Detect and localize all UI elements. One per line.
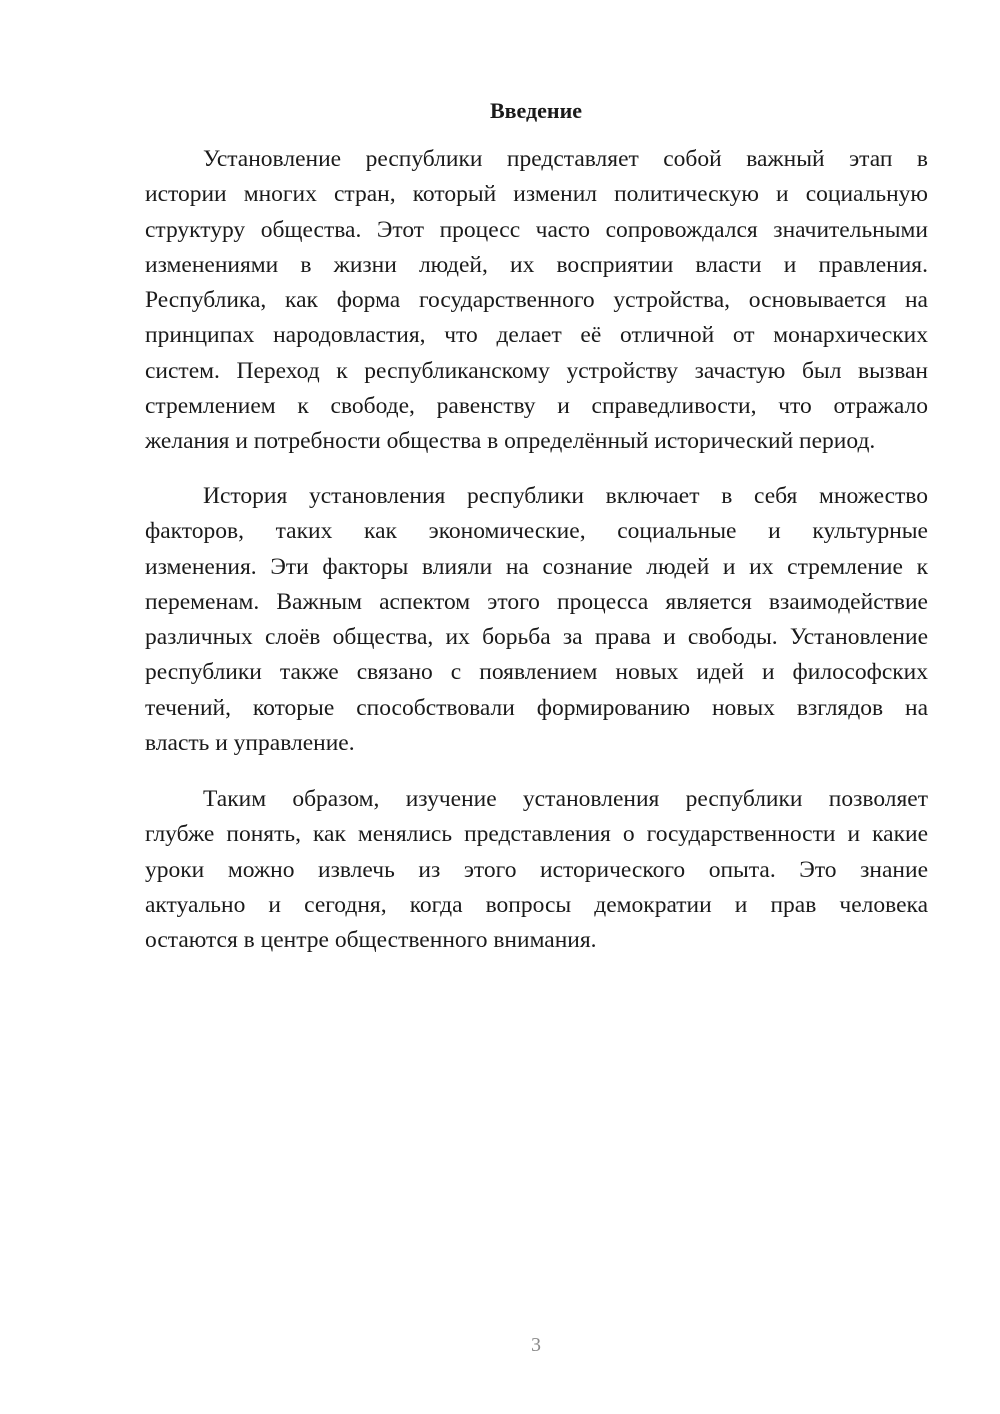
text-line: актуально и сегодня, когда вопросы демократии и прав человека [145,891,928,918]
text-line: течений, которые способствовали формированию новых взглядов на [145,694,928,721]
text-line: желания и потребности общества в определённый исторический период. [145,428,876,455]
text-line: История установления республики включает в себя множество [203,483,928,509]
text-line: истории многих стран, который изменил политическую и социальную [145,181,928,208]
paragraph-1 [145,142,928,460]
text-line: власть и управление. [145,730,355,757]
text-line: Таким образом, изучение установления республики позволяет [203,786,928,812]
text-line: уроки можно извлечь из этого исторического опыта. Это знание [145,856,928,883]
text-line: остаются в центре общественного внимания. [145,927,597,954]
text-line: изменения. Эти факторы влияли на сознание людей и их стремление к [145,553,928,580]
text-line: систем. Переход к республиканскому устройству зачастую был вызван [145,357,928,384]
section-title: Введение [489,98,583,123]
text-line: структуру общества. Этот процесс часто сопровождался значительными [145,216,928,243]
page-number: 3 [531,1334,541,1356]
text-line: изменениями в жизни людей, их восприятии власти и правления. [145,251,928,278]
text-line: различных слоёв общества, их борьба за права и свободы. Установление [145,624,928,651]
paragraph-2 [145,479,928,761]
text-line: принципах народовластия, что делает её отличной от монархических [145,322,928,349]
text-line: стремлением к свободе, равенству и справедливости, что отражало [145,393,928,420]
text-line: глубже понять, как менялись представления о государственности и какие [145,821,928,848]
paragraph-3 [145,782,928,958]
text-line: республики также связано с появлением новых идей и философских [145,659,928,686]
text-line: Республика, как форма государственного устройства, основывается на [145,287,928,314]
text-line: переменам. Важным аспектом этого процесса является взаимодействие [145,588,928,615]
text-line: Установление республики представляет собой важный этап в [203,146,928,172]
text-line: факторов, таких как экономические, социальные и культурные [145,518,928,545]
